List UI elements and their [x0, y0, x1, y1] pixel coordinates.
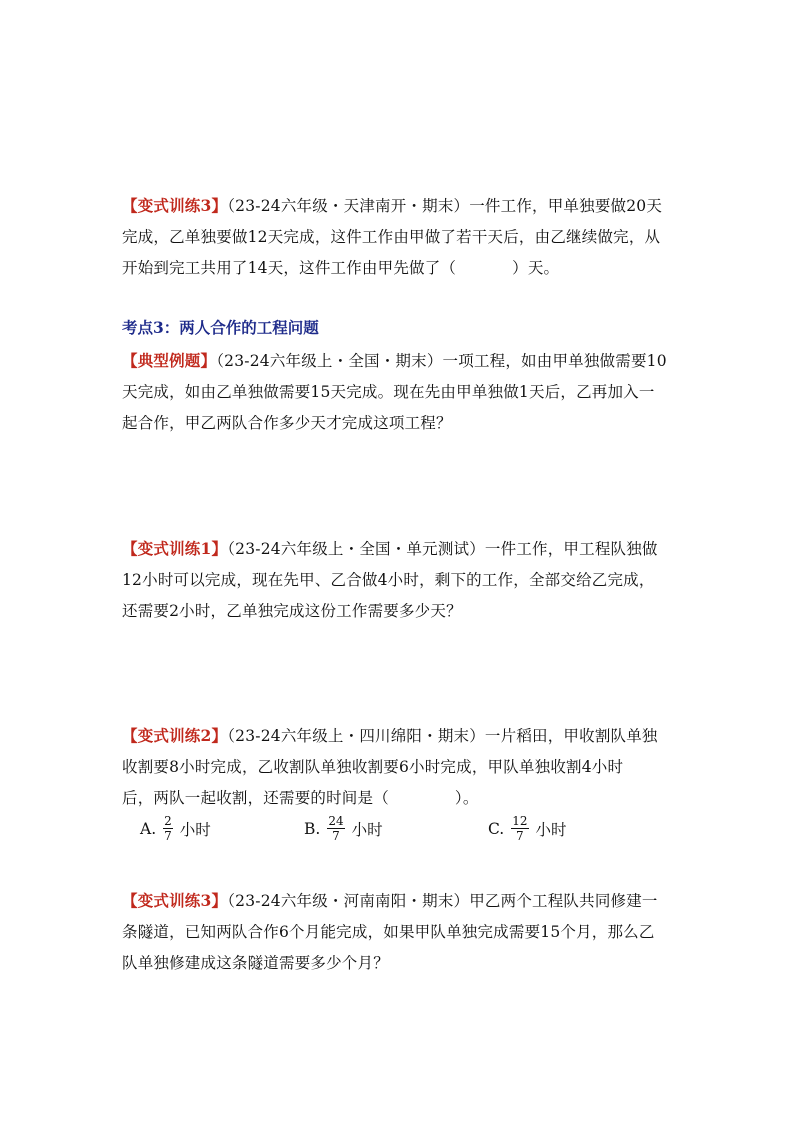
problem-tag: 【变式训练1】 [122, 539, 228, 558]
problem-line: 开始到完工共用了14天，这件工作由甲先做了（ ）天。 [122, 259, 560, 277]
section-heading: 考点3：两人合作的工程问题 [122, 318, 319, 337]
problem-line: 收割要8小时完成，乙收割队单独收割要6小时完成，甲队单独收割4小时 [122, 758, 624, 776]
problem-line: 起合作，甲乙两队合作多少天才完成这项工程？ [122, 414, 452, 432]
option-b[interactable]: B. $\frac{24}{7}$ 小时 [304, 814, 383, 843]
problem-line: 后，两队一起收割，还需要的时间是（ ）。 [122, 789, 479, 807]
fraction: $\frac{2}{7}$ [164, 814, 172, 843]
problem-line: 【变式训练1】（23-24六年级上・全国・单元测试）一件工作，甲工程队独做 [122, 539, 658, 558]
choice-options [140, 814, 680, 854]
problem-tag: 【变式训练3】 [122, 891, 228, 910]
problem-line: 【典型例题】（23-24六年级上・全国・期末）一项工程，如由甲单独做需要10 [122, 351, 667, 370]
problem-line: 【变式训练2】（23-24六年级上・四川绵阳・期末）一片稻田，甲收割队单独 [122, 726, 658, 745]
drill-2-block [122, 720, 682, 814]
problem-line: 天完成，如由乙单独做需要15天完成。现在先由甲单独做1天后，乙再加入一 [122, 383, 655, 401]
problem-line: 完成，乙单独要做12天完成，这件工作由甲做了若干天后，由乙继续做完，从 [122, 228, 661, 246]
fraction: $\frac{12}{7}$ [512, 814, 528, 843]
problem-tag: 【变式训练3】 [122, 196, 228, 215]
drill-3-tunnel-block [122, 885, 682, 979]
problem-line: 【变式训练3】（23-24六年级・天津南开・期末）一件工作，甲单独要做20天 [122, 196, 663, 215]
problem-line: 队单独修建成这条隧道需要多少个月？ [122, 954, 389, 972]
option-c[interactable]: C. $\frac{12}{7}$ 小时 [488, 814, 567, 843]
fraction: $\frac{24}{7}$ [328, 814, 344, 843]
drill-1-block [122, 533, 682, 627]
problem-line: 12小时可以完成，现在先甲、乙合做4小时，剩下的工作，全部交给乙完成， [122, 571, 655, 589]
drill-3-engineering-block [122, 190, 682, 284]
typical-example-block [122, 345, 682, 439]
problem-tag: 【典型例题】 [122, 351, 217, 370]
problem-tag: 【变式训练2】 [122, 726, 228, 745]
problem-line: 【变式训练3】（23-24六年级・河南南阳・期末）甲乙两个工程队共同修建一 [122, 891, 658, 910]
problem-line: 还需要2小时，乙单独完成这份工作需要多少天？ [122, 602, 462, 620]
option-a[interactable]: A. $\frac{2}{7}$ 小时 [140, 814, 211, 843]
problem-line: 条隧道，已知两队合作6个月能完成，如果甲队单独完成需要15个月，那么乙 [122, 923, 655, 941]
